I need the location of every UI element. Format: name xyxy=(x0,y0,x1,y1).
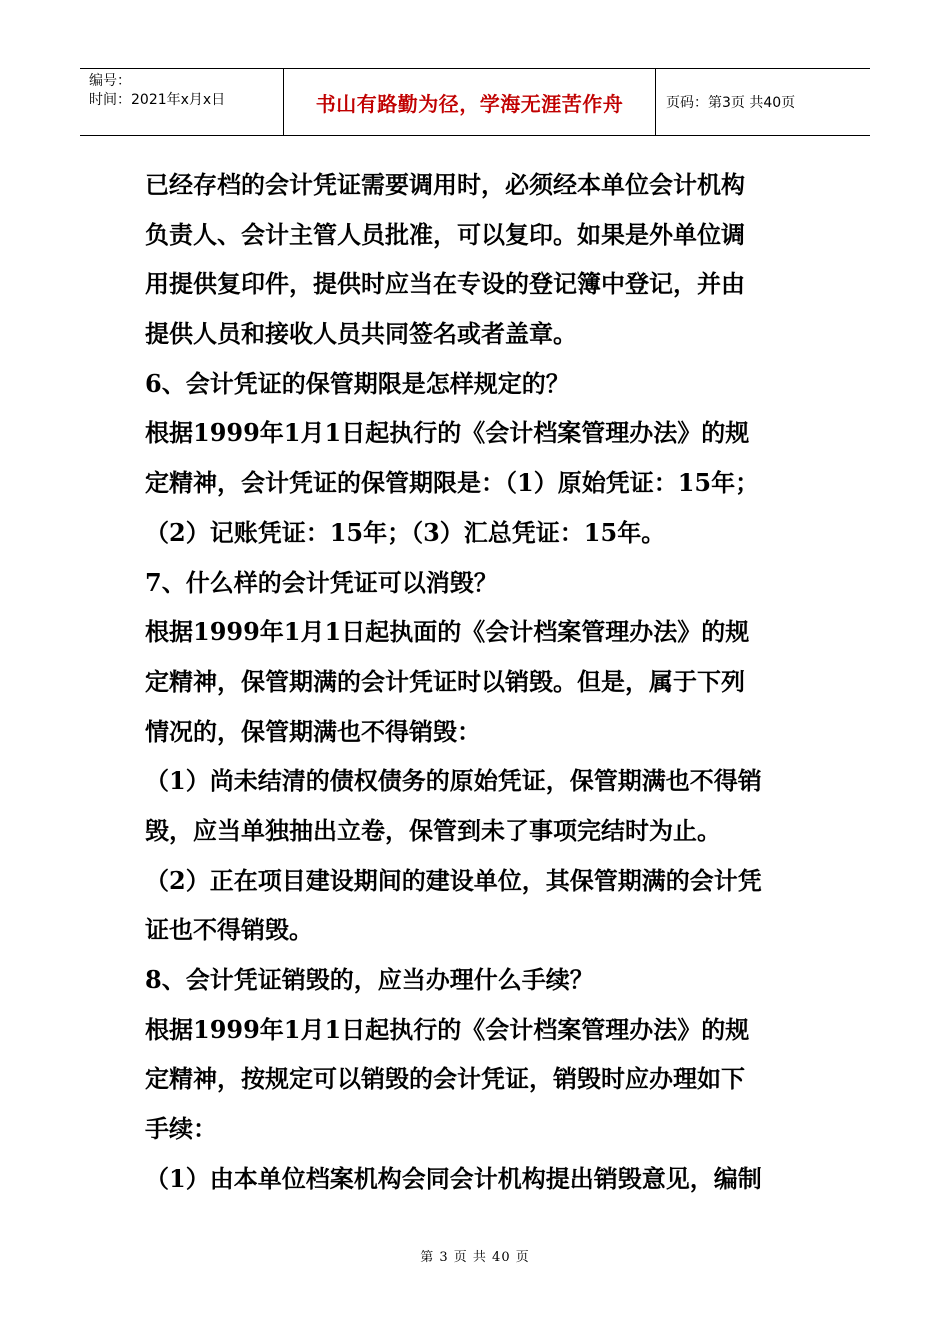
text-line: 用提供复印件，提供时应当在专设的登记簿中登记，并由 xyxy=(145,269,745,299)
text-line: 定精神，保管期满的会计凭证时以销毁。但是，属于下列 xyxy=(145,666,745,696)
text-line: 手续： xyxy=(145,1114,217,1144)
text-line: 负责人、会计主管人员批准，可以复印。如果是外单位调 xyxy=(145,219,745,249)
text-line: （2）记账凭证：15年；（3）汇总凭证：15年。 xyxy=(145,517,666,547)
section-heading-8: 8、会计凭证销毁的，应当办理什么手续？ xyxy=(145,965,594,994)
document-body xyxy=(145,160,815,1203)
document-number-label: 编号： xyxy=(89,73,131,89)
document-date-label: 时间：2021年x月x日 xyxy=(89,92,226,108)
section-heading-7: 7、什么样的会计凭证可以消毁？ xyxy=(145,567,498,597)
text-line: 证也不得销毁。 xyxy=(145,915,313,945)
text-line: 根据1999年1月1日起执行的《会计档案管理办法》的规 xyxy=(145,1014,750,1044)
page-footer: 第 3 页 共 40 页 xyxy=(420,1250,530,1265)
text-line: 提供人员和接收人员共同签名或者盖章。 xyxy=(145,319,577,349)
text-line: 毁，应当单独抽出立卷，保管到未了事项完结时为止。 xyxy=(145,815,721,845)
header-page-info: 页码：第3页 共40页 xyxy=(666,95,796,111)
header-meta xyxy=(80,69,283,135)
section-heading-6: 6、会计凭证的保管期限是怎样规定的？ xyxy=(145,368,570,398)
text-line: 情况的，保管期满也不得销毁： xyxy=(145,716,481,746)
page-header xyxy=(80,68,870,136)
header-motto: 书山有路勤为径，学海无涯苦作舟 xyxy=(283,69,656,135)
text-line: （2）正在项目建设期间的建设单位，其保管期满的会计凭 xyxy=(145,865,762,895)
text-line: （1）由本单位档案机构会同会计机构提出销毁意见，编制 xyxy=(145,1163,762,1193)
text-line: （1）尚未结清的债权债务的原始凭证，保管期满也不得销 xyxy=(145,766,762,796)
text-line: 定精神，会计凭证的保管期限是：（1）原始凭证：15年； xyxy=(145,468,760,498)
text-line: 根据1999年1月1日起执面的《会计档案管理办法》的规 xyxy=(145,617,750,647)
text-line: 已经存档的会计凭证需要调用时，必须经本单位会计机构 xyxy=(145,170,745,199)
text-line: 根据1999年1月1日起执行的《会计档案管理办法》的规 xyxy=(145,418,750,448)
text-line: 定精神，按规定可以销毁的会计凭证，销毁时应办理如下 xyxy=(145,1064,745,1094)
